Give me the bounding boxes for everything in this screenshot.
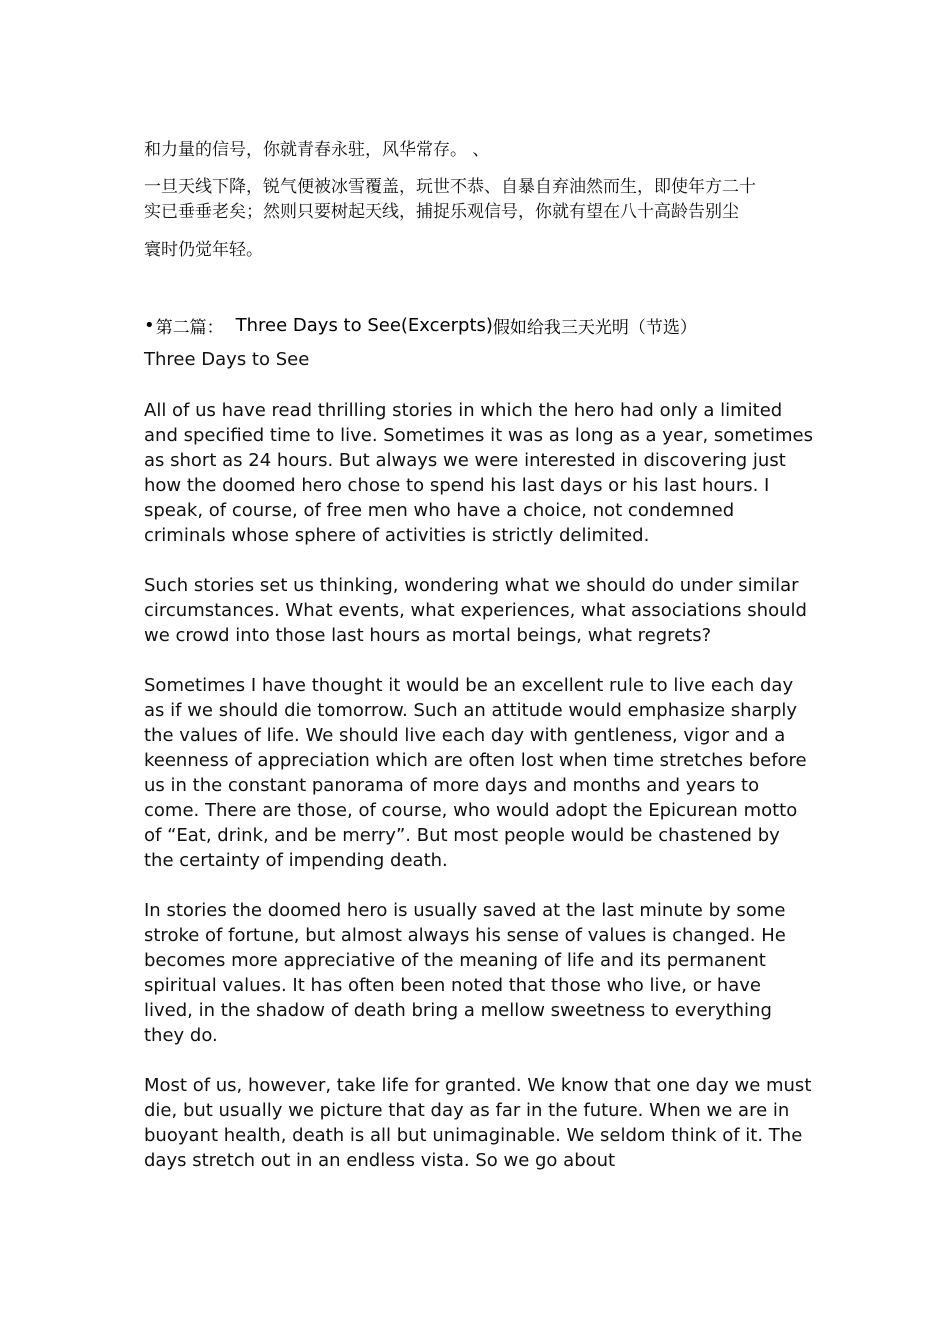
section-heading: [144, 310, 697, 340]
paragraph: In stories the doomed hero is usually saved at the last minute by some stroke of fortune, but almost always his sense of values is changed. He becomes more appreciative of the meaning of life and its permanent spiritual values. It has often been noted that those who live, or have lived, in the shadow of death bring a mellow sweetness to everything they do.: [144, 900, 786, 1046]
section-title-cn: 假如给我三天光明（节选）: [492, 317, 697, 338]
paragraph: All of us have read thrilling stories in which the hero had only a limited and specified time to live. Sometimes it was as long as a year, sometimes as short as 24 hours. But always we were interested in discovering just how the doomed hero chose to spend his last days or his last hours. I speak, of course, of free men who have a choice, not condemned criminals whose sphere of activities is strictly delimited.: [144, 400, 813, 546]
intro-line-1: 和力量的信号，你就青春永驻，风华常存。 、: [144, 140, 490, 160]
paragraph: Such stories set us thinking, wondering what we should do under similar circumstances. What events, what experiences, what associations should we crowd into those last hours as mortal beings, what regrets?: [144, 575, 807, 646]
intro-line-3: 实已垂垂老矣；然则只要树起天线，捕捉乐观信号，你就有望在八十高龄告别尘: [144, 202, 739, 222]
paragraph: Sometimes I have thought it would be an excellent rule to live each day as if we should die tomorrow. Such an attitude would emphasize sharply the values of life. We should live each day with gentleness, vigor and a keenness of appreciation which are often lost when time stretches before us in the constant panorama of more days and months and years to come. There are those, of course, who would adopt the Epicurean motto of “Eat, drink, and be merry”. But most people would be chastened by the certainty of impending death.: [144, 675, 807, 871]
bullet-icon: •: [144, 314, 155, 336]
intro-line-2: 一旦天线下降，锐气便被冰雪覆盖，玩世不恭、自暴自弃油然而生，即使年方二十: [144, 177, 756, 197]
article-body: [144, 398, 814, 1198]
section-label: 第二篇：: [155, 317, 224, 338]
section-title-en: Three Days to See(Excerpts): [235, 314, 493, 336]
paragraph: Most of us, however, take life for granted. We know that one day we must die, but usually we picture that day as far in the future. When we are in buoyant health, death is all but unimaginable. We seldom think of it. The days stretch out in an endless vista. So we go about: [144, 1075, 812, 1171]
intro-line-4: 寰时仍觉年轻。: [144, 240, 263, 260]
article-subtitle: Three Days to See: [144, 349, 310, 370]
